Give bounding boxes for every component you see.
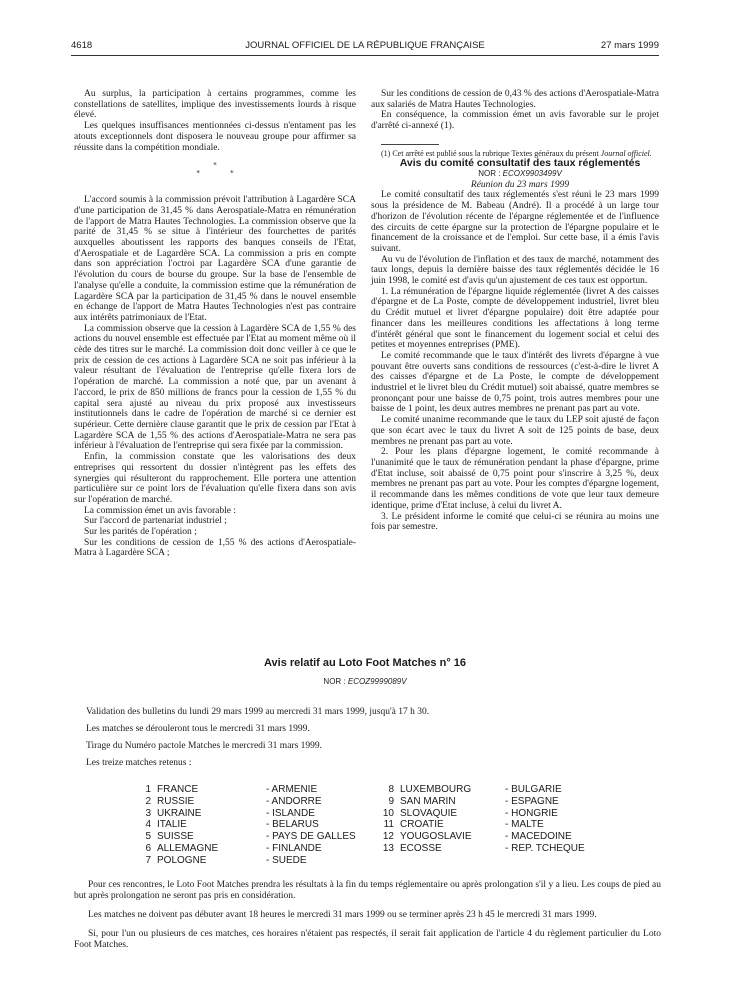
header-rule: [71, 55, 659, 56]
paragraph: Sur les conditions de cession de 1,55 % des actions d'Aerospatiale-Matra à Lagardère SCA ;: [74, 537, 356, 559]
asterism-bottom: * *: [196, 169, 248, 178]
footnote-text: (1) Cet arrêté est publié sous la rubrique Textes généraux du présent: [381, 148, 601, 158]
paragraph: 1. La rémunération de l'épargne liquide réglementée (livret A des caisses d'épargne et de La Poste, compte de développement industriel, livret bleu du Crédit mutuel et livret d'épargne populaire) doit être adaptée pour financer dans les meilleures conditions les affectations à long terme d'intérêt général que sont le financement du logement social et celui des petites et moyennes entreprises (PME).: [371, 286, 659, 351]
match-away: - FINLANDE: [266, 842, 322, 854]
paragraph: 2. Pour les plans d'épargne logement, le comité recommande à l'unanimité que le taux de rémunération pendant la phase d'épargne, prime d'Etat incluse, soit abaissé de 0,75 point pour s'inscrire à 3,25 %, deux membres ne prenant pas part au vote. Pour les comptes d'épargne logement, il recommande dans les mêmes conditions de vote que leur taux demeure identique, prime d'Etat incluse, à celui du livret A.: [371, 447, 659, 511]
loto-info: [86, 707, 661, 775]
match-away: - MACEDOINE: [505, 831, 572, 843]
right-column: [371, 89, 659, 533]
loto-line: Les matches se dérouleront tous le mercredi 31 mars 1999.: [86, 724, 310, 734]
paragraph: Enfin, la commission constate que les valorisations des deux entreprises qui ressortent du dossier n'intègrent pas les effets des synergies qui résulteront du rapprochement. Elle portera une attention particulière sur ce point lors de l'évaluation qu'elle fixera dans son avis sur l'opération de marché.: [74, 452, 356, 505]
match-home: 2 RUSSIE: [145, 795, 195, 807]
paragraph: Sur les conditions de cession de 0,43 % des actions d'Aerospatiale-Matra aux salariés de Matra Hautes Technologies.: [371, 89, 659, 110]
paragraph: 3. Le président informe le comité que celui-ci se réunira au moins une fois par semestre.: [371, 511, 659, 533]
match-home-list-right: [380, 784, 472, 855]
paragraph: Le comité unanime recommande que le taux du LEP soit ajusté de façon que son écart avec le taux du livret A soit de 125 points de base, deux membres ne prenant pas part au vote.: [371, 415, 659, 447]
match-home: 8 LUXEMBOURG: [388, 784, 472, 795]
match-home: 11 CROATIE: [383, 819, 444, 831]
nor-code: ECOZ9999089V: [347, 677, 407, 686]
asterism: [74, 161, 356, 177]
paragraph: Au surplus, la participation à certains programmes, comme les constellations de satellites, implique des investissements lourds à risque élevé.: [74, 89, 356, 121]
paragraph: Si, pour l'un ou plusieurs de ces matches, ces horaires n'étaient pas respectés, il serait fait application de l'article 4 du règlement particulier du Loto Foot Matches.: [74, 929, 661, 950]
match-away: - ESPAGNE: [505, 795, 559, 807]
match-away: - REP. TCHEQUE: [505, 842, 585, 854]
match-home: 12 YOUGOSLAVIE: [382, 831, 472, 843]
match-home: 6 ALLEMAGNE: [145, 842, 219, 854]
loto-line: Tirage du Numéro pactole Matches le mercredi 31 mars 1999.: [86, 741, 323, 751]
match-away-list-left: [266, 784, 356, 867]
loto-nor-reference: [71, 677, 659, 686]
match-away: - ANDORRE: [266, 795, 322, 807]
left-column: [74, 89, 356, 559]
paragraph: Les matches ne doivent pas débuter avant 18 heures le mercredi 31 mars 1999 ou se terminer après 23 h 45 le mercredi 31 mars 1999.: [88, 910, 597, 920]
page-header: [71, 40, 659, 54]
match-home: 9 SAN MARIN: [388, 795, 456, 807]
nor-code: ECOX9903499V: [502, 169, 562, 179]
match-away: - ARMENIE: [266, 784, 318, 795]
match-away: - MALTE: [505, 819, 544, 831]
match-away: - HONGRIE: [505, 807, 558, 819]
paragraph: Au vu de l'évolution de l'inflation et des taux de marché, notamment des taux longs, depuis la dernière baisse des taux réglementés décidée le 16 juin 1998, le comité est d'avis qu'un ajustement de ces taux est opportun.: [371, 254, 659, 287]
paragraph: L'accord soumis à la commission prévoit l'attribution à Lagardère SCA d'une participation de 31,45 % dans Aerospatiale-Matra en rémunération de l'apport de Matra Hautes Technologies. La commission observe que la parité de 31,45 % se situe à l'intérieur des fourchettes de parités auxquelles aboutissent les rapports des banques conseils de l'Etat, d'Aerospatiale et de Lagardère SCA. La commission a pris en compte dans son appréciation l'octroi par Lagardère SCA d'une garantie de l'évolution du cours de bourse du groupe. Sur la base de l'ensemble de l'analyse qu'elle a conduite, la commission estime que la rémunération de Lagardère SCA par la participation de 31,45 % dans le nouvel ensemble en échange de l'apport de Matra Hautes Technologies n'est pas contraire aux intérêts patrimoniaux de l'Etat.: [74, 195, 356, 323]
match-home: 1 FRANCE: [145, 784, 199, 795]
page-number: 4618: [71, 40, 93, 51]
paragraph: Le comité consultatif des taux réglementés s'est réuni le 23 mars 1999 sous la présidence de M. Babeau (André). Il a procédé à un large tour d'horizon de l'évolution récente de l'épargne réglementée et de l'influence des circuits de cette épargne sur la protection de l'épargne populaire et le financement de la croissance et de l'emploi. Sur cette base, il a émis l'avis suivant.: [371, 190, 659, 254]
match-away: - BULGARIE: [505, 784, 562, 795]
footnote-journal: Journal officiel.: [600, 148, 652, 158]
paragraph: Les quelques insuffisances mentionnées ci-dessus n'entament pas les atouts exceptionnels dont disposera le nouveau groupe pour affirmer sa réussite dans la compétition mondiale.: [74, 121, 356, 153]
match-home: 7 POLOGNE: [145, 854, 207, 866]
paragraph: Le comité recommande que le taux d'intérêt des livrets d'épargne à vue pouvant être ouverts sans conditions de ressources (c'est-à-dire le livret A des caisses d'épargne et de La Poste, le compte de développement industriel et le livret bleu du Crédit mutuel) soit abaissé, quatre membres se prononçant pour une baisse de 0,75 point, trois autres membres pour une baisse de 1 point, les deux autres membres ne prenant pas part au vote.: [371, 350, 659, 415]
paragraph: La commission émet un avis favorable :: [84, 505, 236, 516]
issue-date: 27 mars 1999: [600, 40, 659, 51]
match-away: - BELARUS: [266, 819, 319, 831]
paragraph: Pour ces rencontres, le Loto Foot Matches prendra les résultats à la fin du temps réglementaire ou après prolongation s'il y a lieu. Les coups de pied au but après prolongation ne seront pas pris en considération.: [74, 880, 661, 901]
journal-title: JOURNAL OFFICIEL DE LA RÉPUBLIQUE FRANÇAISE: [245, 40, 485, 51]
match-home: 10 SLOVAQUIE: [382, 807, 458, 819]
match-home: 3 UKRAINE: [145, 807, 202, 819]
match-home: 13 ECOSSE: [382, 842, 442, 854]
nor-label: NOR :: [478, 169, 503, 179]
loto-closing: [74, 880, 661, 959]
paragraph: Sur les parités de l'opération ;: [84, 527, 197, 538]
loto-line: Validation des bulletins du lundi 29 mars 1999 au mercredi 31 mars 1999, jusqu'à 17 h 30.: [86, 707, 430, 717]
match-away: - SUEDE: [266, 854, 307, 866]
nor-reference: [371, 169, 659, 180]
match-home: 5 SUISSE: [145, 831, 194, 843]
match-home-list-left: [137, 784, 218, 867]
match-home: 4 ITALIE: [145, 819, 187, 831]
section-title: Avis du comité consultatif des taux réglementés: [399, 157, 641, 170]
asterism-top: *: [213, 161, 217, 170]
footnote-rule: [381, 144, 439, 145]
match-away-list-right: [505, 784, 585, 855]
nor-label: NOR :: [323, 677, 348, 686]
match-away: - PAYS DE GALLES: [266, 831, 356, 843]
paragraph: La commission observe que la cession à Lagardère SCA de 1,55 % des actions du nouvel ensemble est effectuée par l'Etat au moment même où il cède des titres sur le marché. La commission doit donc veiller à ce que le prix de cession de ces actions à Lagardère SCA ne soit pas inférieur à la valeur résultant de l'évaluation de l'entreprise qu'elle fixera lors de l'opération de marché. La commission a noté que, par un avenant à l'accord, le prix de 850 millions de francs pour la cession de 1,55 % du capital sera ajusté au niveau du prix proposé aux investisseurs institutionnels dans le cadre de l'opération de marché si ce dernier est supérieur. Cette dernière clause garantit que le prix de cession par l'Etat à Lagardère SCA de 1,55 % des actions d'Aerospatiale-Matra ne sera pas inférieur à l'évaluation de l'entreprise qui sera fixée par la commission.: [74, 323, 356, 452]
match-away: - ISLANDE: [266, 807, 315, 819]
paragraph: Sur l'accord de partenariat industriel ;: [84, 516, 227, 527]
paragraph: En conséquence, la commission émet un avis favorable sur le projet d'arrêté ci-annexé (1).: [371, 110, 659, 132]
loto-title: Avis relatif au Loto Foot Matches n° 16: [263, 657, 467, 669]
meeting-date: Réunion du 23 mars 1999: [470, 179, 570, 190]
loto-line: Les treize matches retenus :: [86, 758, 192, 768]
